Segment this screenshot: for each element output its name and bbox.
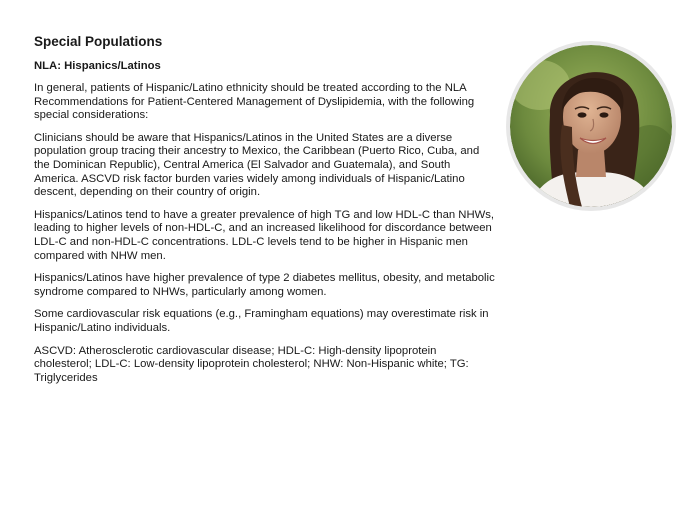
intro-paragraph: In general, patients of Hispanic/Latino ethnicity should be treated according to the NLA Recommendations for Patient-Centered Management of Dyslipidemia, with the following special considerations: xyxy=(34,82,475,122)
abbreviations-footnote: ASCVD: Atherosclerotic cardiovascular disease; HDL-C: High-density lipoprotein cholesterol; LDL-C: Low-density lipoprotein cholesterol; NHW: Non-Hispanic white; TG: Triglycerides xyxy=(34,344,469,384)
text-column xyxy=(34,34,496,394)
diversity-paragraph: Clinicians should be aware that Hispanics/Latinos in the United States are a diverse population group tracing their ancestry to Mexico, the Caribbean (Puerto Rico, Cuba, and the Dominican Republic), Central America (El Salvador and Guatemala), and South America. ASCVD risk factor burden varies widely among individuals of Hispanic/Latino descent, depending on their country of origin. xyxy=(34,131,480,199)
page-title: Special Populations xyxy=(34,34,163,49)
portrait-photo xyxy=(510,45,672,207)
risk-equation-paragraph: Some cardiovascular risk equations (e.g., Framingham equations) may overestimate risk in Hispanic/Latino individuals. xyxy=(34,308,489,334)
diabetes-paragraph: Hispanics/Latinos have higher prevalence of type 2 diabetes mellitus, obesity, and metabolic syndrome compared to NHWs, particularly among women. xyxy=(34,272,495,298)
section-subtitle: NLA: Hispanics/Latinos xyxy=(34,60,161,72)
lipid-paragraph: Hispanics/Latinos tend to have a greater prevalence of high TG and low HDL-C than NHWs, leading to higher levels of non-HDL-C, and an increased likelihood for discordance between LDL-C and non-HDL-C concentrations. LDL-C levels tend to be higher in Hispanic men compared with NHW men. xyxy=(34,208,495,262)
portrait-frame xyxy=(506,41,676,211)
